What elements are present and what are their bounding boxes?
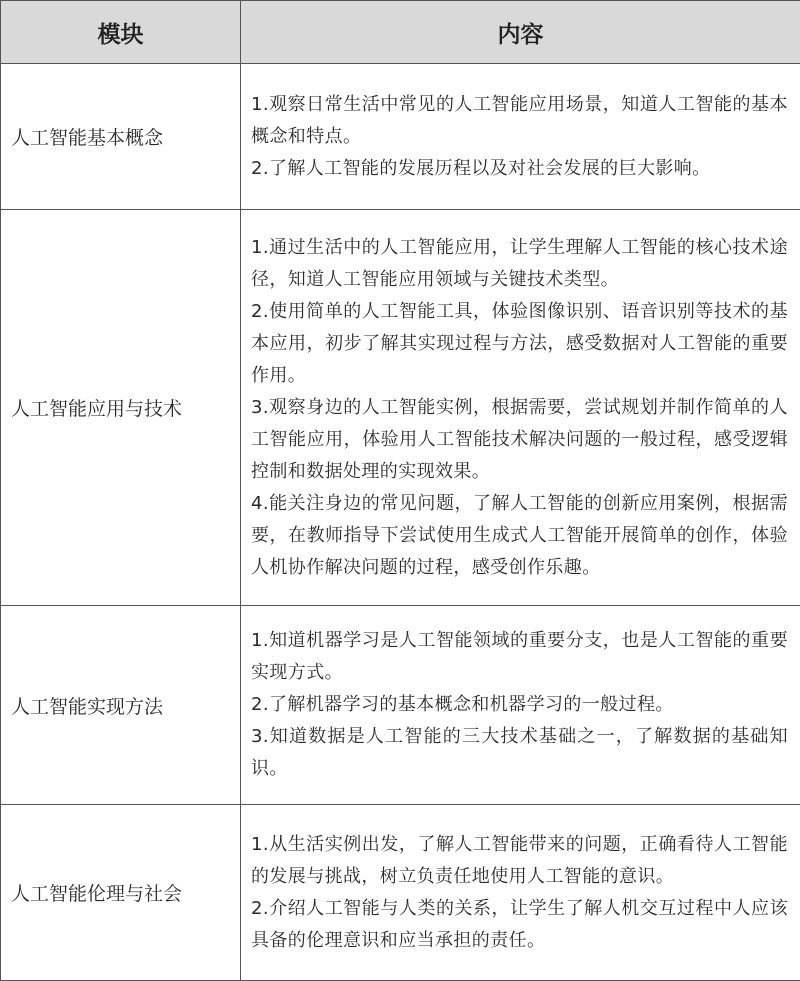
module-column-header: 模块 — [1, 1, 241, 64]
content-item: 2.使用简单的人工智能工具，体验图像识别、语音识别等技术的基本应用，初步了解其实现过程与方法，感受数据对人工智能的重要作用。 — [251, 296, 788, 392]
content-item: 1.通过生活中的人工智能应用，让学生理解人工智能的核心技术途径，知道人工智能应用领域与关键技术类型。 — [251, 232, 788, 296]
content-item: 1.从生活实例出发，了解人工智能带来的问题，正确看待人工智能的发展与挑战，树立负责任地使用人工智能的意识。 — [251, 829, 788, 893]
module-content — [241, 606, 800, 805]
table-row — [1, 64, 800, 210]
content-item: 1.知道机器学习是人工智能领域的重要分支，也是人工智能的重要实现方式。 — [251, 625, 788, 689]
content-item: 4.能关注身边的常见问题，了解人工智能的创新应用案例，根据需要，在教师指导下尝试使用生成式人工智能开展简单的创作，体验人机协作解决问题的过程，感受创作乐趣。 — [251, 488, 788, 584]
table-row — [1, 210, 800, 606]
module-content — [241, 64, 800, 210]
header-row — [1, 1, 800, 64]
module-name: 人工智能实现方法 — [1, 606, 241, 805]
module-name: 人工智能基本概念 — [1, 64, 241, 210]
content-item: 3.观察身边的人工智能实例，根据需要，尝试规划并制作简单的人工智能应用，体验用人工智能技术解决问题的一般过程，感受逻辑控制和数据处理的实现效果。 — [251, 392, 788, 488]
module-name: 人工智能应用与技术 — [1, 210, 241, 606]
content-item: 2.了解人工智能的发展历程以及对社会发展的巨大影响。 — [251, 153, 788, 185]
content-column-header: 内容 — [241, 1, 800, 64]
module-name: 人工智能伦理与社会 — [1, 805, 241, 981]
module-content — [241, 210, 800, 606]
table-row — [1, 606, 800, 805]
content-item: 2.了解机器学习的基本概念和机器学习的一般过程。 — [251, 689, 788, 721]
content-item: 2.介绍人工智能与人类的关系，让学生了解人机交互过程中人应该具备的伦理意识和应当承担的责任。 — [251, 893, 788, 957]
module-content — [241, 805, 800, 981]
content-item: 3.知道数据是人工智能的三大技术基础之一，了解数据的基础知识。 — [251, 721, 788, 785]
content-item: 1.观察日常生活中常见的人工智能应用场景，知道人工智能的基本概念和特点。 — [251, 89, 788, 153]
table-row — [1, 805, 800, 981]
